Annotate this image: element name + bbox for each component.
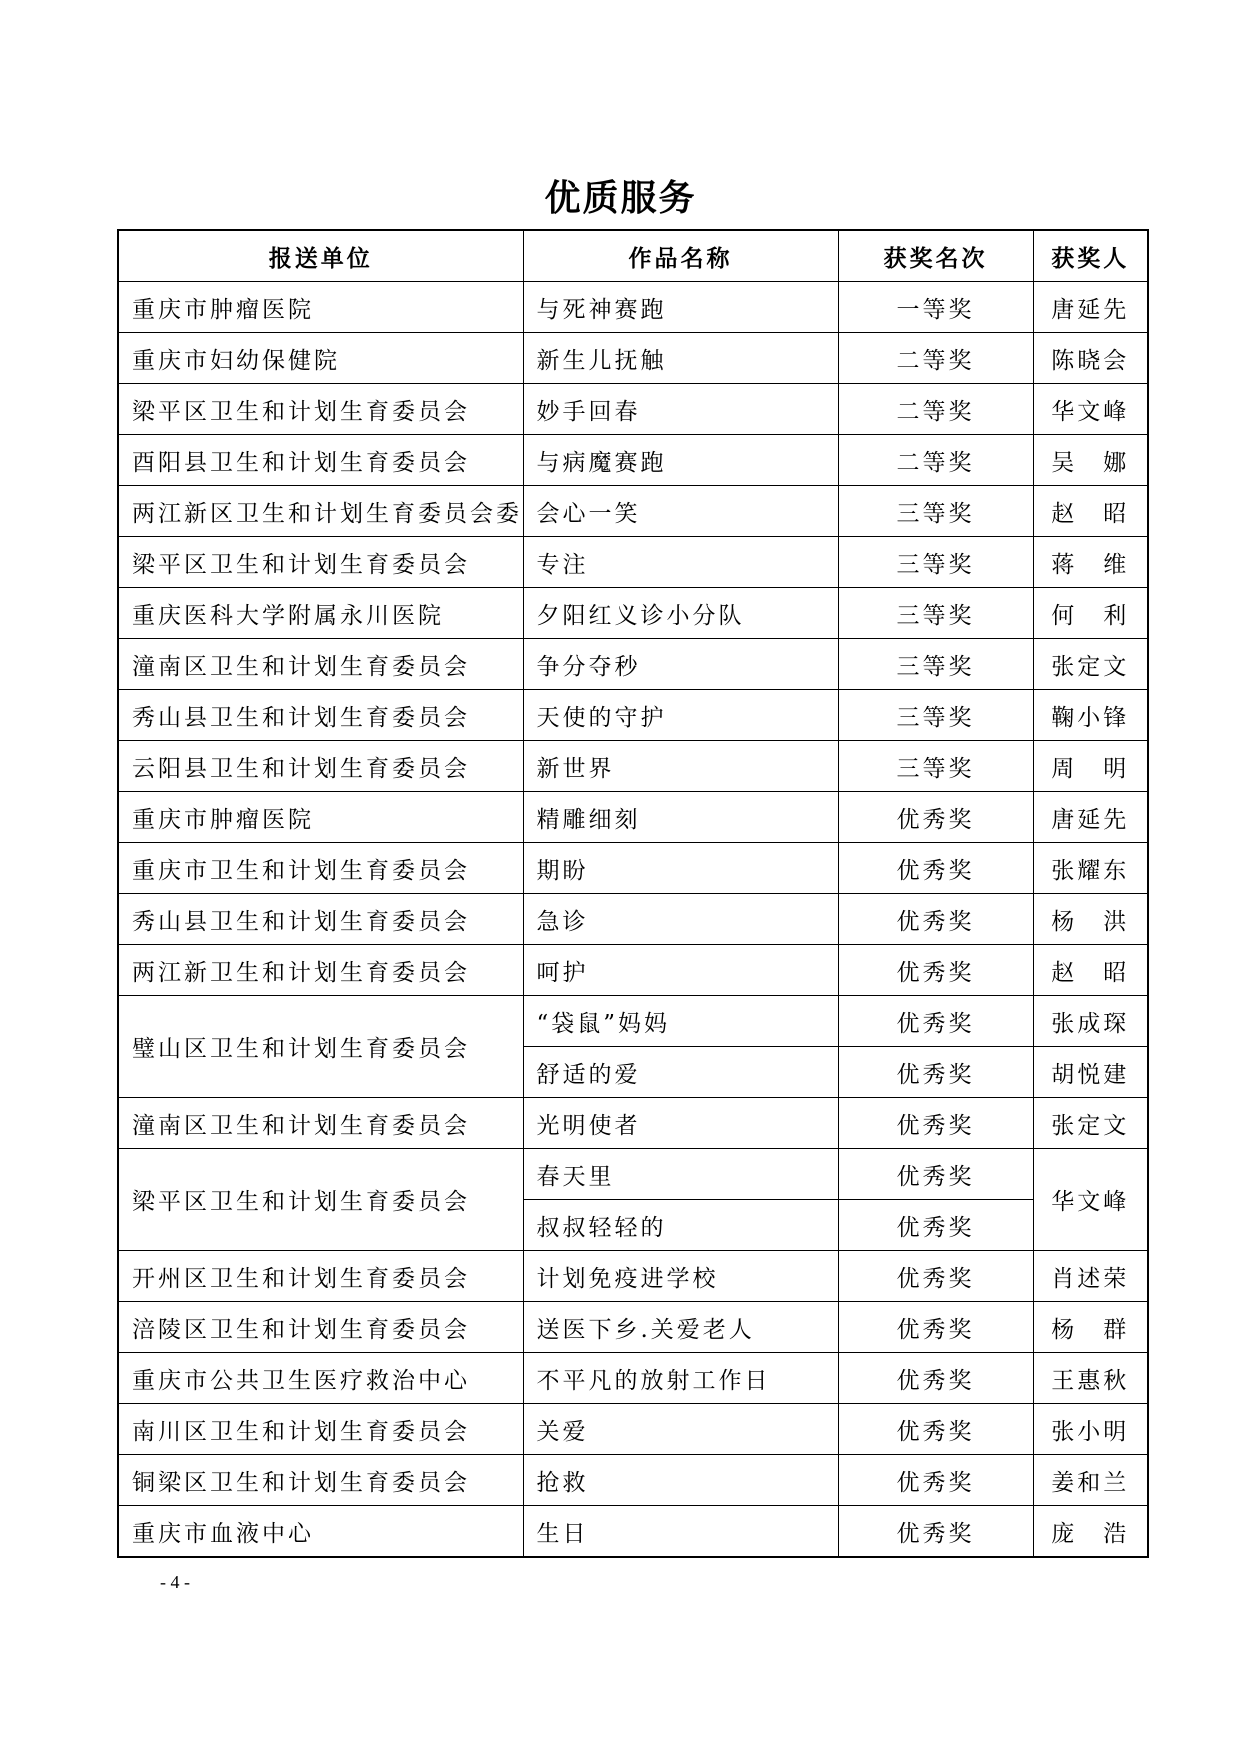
table-row [118, 843, 1148, 894]
cell-person: 王惠秋 [1033, 1353, 1148, 1404]
cell-rank: 二等奖 [838, 384, 1033, 435]
cell-rank: 优秀奖 [838, 1455, 1033, 1506]
cell-org: 璧山区卫生和计划生育委员会 [118, 996, 523, 1098]
cell-org: 南川区卫生和计划生育委员会 [118, 1404, 523, 1455]
cell-rank: 三等奖 [838, 741, 1033, 792]
cell-rank: 一等奖 [838, 282, 1033, 333]
cell-rank: 优秀奖 [838, 1047, 1033, 1098]
table-row [118, 1149, 1148, 1200]
page-title: 优质服务 [544, 177, 697, 219]
cell-person: 赵 昭 [1033, 486, 1148, 537]
cell-org: 酉阳县卫生和计划生育委员会 [118, 435, 523, 486]
cell-rank: 三等奖 [838, 639, 1033, 690]
cell-org: 重庆医科大学附属永川医院 [118, 588, 523, 639]
table-row [118, 384, 1148, 435]
table-row [118, 1353, 1148, 1404]
cell-person: 吴 娜 [1033, 435, 1148, 486]
table-row [118, 282, 1148, 333]
table-row [118, 333, 1148, 384]
table-row [118, 1506, 1148, 1558]
cell-work: 抢救 [523, 1455, 838, 1506]
awards-table [117, 229, 1149, 1558]
table-header-row [118, 230, 1148, 282]
cell-rank: 三等奖 [838, 690, 1033, 741]
cell-work: 急诊 [523, 894, 838, 945]
cell-org: 潼南区卫生和计划生育委员会 [118, 1098, 523, 1149]
cell-org: 重庆市肿瘤医院 [118, 792, 523, 843]
table-row [118, 894, 1148, 945]
cell-work: 专注 [523, 537, 838, 588]
header-work: 作品名称 [523, 230, 838, 282]
cell-person: 肖述荣 [1033, 1251, 1148, 1302]
cell-org: 重庆市肿瘤医院 [118, 282, 523, 333]
cell-work: 夕阳红义诊小分队 [523, 588, 838, 639]
cell-rank: 二等奖 [838, 435, 1033, 486]
cell-org: 秀山县卫生和计划生育委员会 [118, 894, 523, 945]
cell-work: 计划免疫进学校 [523, 1251, 838, 1302]
table-row [118, 690, 1148, 741]
cell-person: 何 利 [1033, 588, 1148, 639]
cell-work: “袋鼠”妈妈 [523, 996, 838, 1047]
cell-org: 梁平区卫生和计划生育委员会 [118, 384, 523, 435]
cell-person: 姜和兰 [1033, 1455, 1148, 1506]
cell-work: 光明使者 [523, 1098, 838, 1149]
cell-person: 张耀东 [1033, 843, 1148, 894]
cell-rank: 优秀奖 [838, 1251, 1033, 1302]
cell-work: 期盼 [523, 843, 838, 894]
cell-rank: 优秀奖 [838, 1506, 1033, 1558]
cell-person: 华文峰 [1033, 1149, 1148, 1251]
cell-work: 争分夺秒 [523, 639, 838, 690]
cell-org: 潼南区卫生和计划生育委员会 [118, 639, 523, 690]
cell-work: 呵护 [523, 945, 838, 996]
cell-org: 铜梁区卫生和计划生育委员会 [118, 1455, 523, 1506]
cell-org: 重庆市卫生和计划生育委员会 [118, 843, 523, 894]
table-row [118, 1404, 1148, 1455]
cell-rank: 二等奖 [838, 333, 1033, 384]
cell-work: 不平凡的放射工作日 [523, 1353, 838, 1404]
cell-person: 唐延先 [1033, 792, 1148, 843]
table-row [118, 1098, 1148, 1149]
cell-person: 张小明 [1033, 1404, 1148, 1455]
cell-rank: 三等奖 [838, 486, 1033, 537]
cell-rank: 优秀奖 [838, 996, 1033, 1047]
cell-org: 重庆市公共卫生医疗救治中心 [118, 1353, 523, 1404]
table-row [118, 1251, 1148, 1302]
cell-work: 妙手回春 [523, 384, 838, 435]
cell-rank: 优秀奖 [838, 1200, 1033, 1251]
cell-person: 唐延先 [1033, 282, 1148, 333]
cell-org: 涪陵区卫生和计划生育委员会 [118, 1302, 523, 1353]
cell-work: 生日 [523, 1506, 838, 1558]
header-person: 获奖人 [1033, 230, 1148, 282]
cell-person: 张成琛 [1033, 996, 1148, 1047]
cell-rank: 优秀奖 [838, 1098, 1033, 1149]
cell-work: 送医下乡.关爱老人 [523, 1302, 838, 1353]
table-row [118, 588, 1148, 639]
cell-org: 重庆市血液中心 [118, 1506, 523, 1558]
cell-person: 胡悦建 [1033, 1047, 1148, 1098]
cell-person: 杨 洪 [1033, 894, 1148, 945]
cell-rank: 优秀奖 [838, 1404, 1033, 1455]
cell-work: 春天里 [523, 1149, 838, 1200]
cell-rank: 优秀奖 [838, 792, 1033, 843]
cell-work: 叔叔轻轻的 [523, 1200, 838, 1251]
cell-person: 张定文 [1033, 1098, 1148, 1149]
cell-org: 梁平区卫生和计划生育委员会 [118, 537, 523, 588]
cell-work: 天使的守护 [523, 690, 838, 741]
cell-person: 赵 昭 [1033, 945, 1148, 996]
cell-rank: 优秀奖 [838, 894, 1033, 945]
table-row [118, 996, 1148, 1047]
cell-person: 陈晓会 [1033, 333, 1148, 384]
cell-work: 会心一笑 [523, 486, 838, 537]
cell-rank: 优秀奖 [838, 945, 1033, 996]
cell-rank: 优秀奖 [838, 1149, 1033, 1200]
cell-rank: 三等奖 [838, 588, 1033, 639]
cell-person: 蒋 维 [1033, 537, 1148, 588]
table-row [118, 945, 1148, 996]
cell-rank: 优秀奖 [838, 843, 1033, 894]
cell-org: 开州区卫生和计划生育委员会 [118, 1251, 523, 1302]
cell-work: 与死神赛跑 [523, 282, 838, 333]
cell-person: 华文峰 [1033, 384, 1148, 435]
cell-org: 两江新卫生和计划生育委员会 [118, 945, 523, 996]
cell-work: 新世界 [523, 741, 838, 792]
cell-person: 张定文 [1033, 639, 1148, 690]
table-row [118, 1302, 1148, 1353]
header-org: 报送单位 [118, 230, 523, 282]
table-row [118, 435, 1148, 486]
header-rank: 获奖名次 [838, 230, 1033, 282]
cell-org: 重庆市妇幼保健院 [118, 333, 523, 384]
cell-org: 秀山县卫生和计划生育委员会 [118, 690, 523, 741]
table-row [118, 537, 1148, 588]
cell-org: 梁平区卫生和计划生育委员会 [118, 1149, 523, 1251]
cell-rank: 优秀奖 [838, 1302, 1033, 1353]
page-number: - 4 - [160, 1572, 190, 1592]
cell-work: 与病魔赛跑 [523, 435, 838, 486]
table-row [118, 486, 1148, 537]
table-row [118, 792, 1148, 843]
cell-person: 杨 群 [1033, 1302, 1148, 1353]
table-row [118, 1455, 1148, 1506]
table-row [118, 741, 1148, 792]
cell-work: 精雕细刻 [523, 792, 838, 843]
cell-person: 鞠小锋 [1033, 690, 1148, 741]
cell-org: 两江新区卫生和计划生育委员会委 [118, 486, 523, 537]
cell-rank: 优秀奖 [838, 1353, 1033, 1404]
cell-work: 舒适的爱 [523, 1047, 838, 1098]
cell-org: 云阳县卫生和计划生育委员会 [118, 741, 523, 792]
table-row [118, 639, 1148, 690]
cell-rank: 三等奖 [838, 537, 1033, 588]
cell-person: 庞 浩 [1033, 1506, 1148, 1558]
cell-person: 周 明 [1033, 741, 1148, 792]
cell-work: 关爱 [523, 1404, 838, 1455]
cell-work: 新生儿抚触 [523, 333, 838, 384]
